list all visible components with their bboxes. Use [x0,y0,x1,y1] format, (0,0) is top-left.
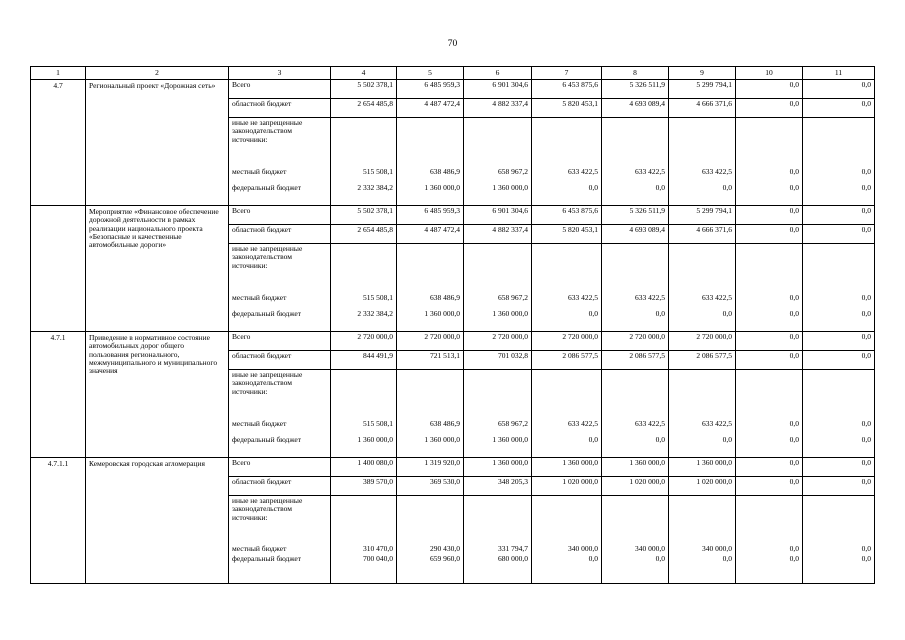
row-label-local: местный бюджет [232,419,287,428]
column-header: 7 [532,67,602,80]
value-cell: 0,0 [736,225,803,244]
column-header: 2 [86,67,229,80]
value-cell: 6 901 304,6 [464,80,532,99]
value-local: 633 422,5 [635,419,665,428]
row-label-other-sources: иные не запрещенные законодательством источники: [232,244,303,270]
value-federal: 0,0 [588,309,598,318]
value-federal: 0,0 [789,183,799,192]
row-name: Региональный проект «Дорожная сеть» [86,80,229,206]
value-cell: 1 360 000,0 [464,458,532,477]
row-number [31,206,86,332]
value-cell: 2 720 000,0 [602,332,669,351]
value-cell: 0,0 [803,99,875,118]
value-cell: 2 720 000,0 [331,332,397,351]
value-cell: 2 720 000,0 [464,332,532,351]
value-cell-group [602,244,669,332]
value-local: 633 422,5 [568,419,598,428]
value-local: 515 508,1 [363,419,393,428]
value-federal: 659 960,0 [430,554,460,563]
value-cell: 0,0 [803,351,875,370]
value-cell: 2 720 000,0 [532,332,602,351]
value-local: 310 470,0 [363,544,393,553]
value-cell: 1 360 000,0 [602,458,669,477]
value-cell-group [803,370,875,458]
value-cell: 844 491,9 [331,351,397,370]
value-cell: 0,0 [736,458,803,477]
value-local: 658 967,2 [498,293,528,302]
value-cell-group [669,118,736,206]
row-label-group [229,370,331,458]
value-cell: 4 882 337,4 [464,99,532,118]
value-cell-group [464,244,532,332]
value-cell-group [397,244,464,332]
column-header: 10 [736,67,803,80]
row-label-group [229,244,331,332]
value-cell-group [464,118,532,206]
value-federal: 1 360 000,0 [492,309,528,318]
value-cell: 4 882 337,4 [464,225,532,244]
value-cell-group [532,118,602,206]
value-federal: 0,0 [861,554,871,563]
value-cell: 369 530,0 [397,477,464,496]
value-federal: 0,0 [588,183,598,192]
value-cell-group [669,370,736,458]
value-federal: 680 000,0 [498,554,528,563]
value-cell: 4 666 371,6 [669,225,736,244]
row-name: Приведение в нормативное состояние автомобильных дорог общего пользования регионального, межмуниципального и муниципального значения [86,332,229,458]
value-cell: 6 901 304,6 [464,206,532,225]
row-label-local: местный бюджет [232,293,287,302]
row-label-regional: областной бюджет [229,477,331,496]
value-local: 638 486,9 [430,419,460,428]
value-cell-group [532,370,602,458]
value-cell: 4 693 089,4 [602,99,669,118]
value-federal: 1 360 000,0 [492,183,528,192]
value-federal: 0,0 [722,183,732,192]
column-header: 8 [602,67,669,80]
row-label-local: местный бюджет [232,544,287,553]
row-label-federal: федеральный бюджет [232,309,302,318]
value-cell: 5 299 794,1 [669,80,736,99]
table-row [31,458,875,477]
value-cell-group [669,496,736,584]
row-label-federal: федеральный бюджет [232,554,302,563]
row-label-local: местный бюджет [232,167,287,176]
row-label-other-sources: иные не запрещенные законодательством источники: [232,118,303,144]
value-cell: 6 485 959,3 [397,80,464,99]
value-federal: 0,0 [588,435,598,444]
value-local: 658 967,2 [498,419,528,428]
value-cell: 0,0 [803,458,875,477]
value-local: 340 000,0 [702,544,732,553]
value-cell: 0,0 [736,477,803,496]
column-header: 1 [31,67,86,80]
value-local: 0,0 [789,419,799,428]
row-number: 4.7 [31,80,86,206]
value-cell: 5 326 511,9 [602,206,669,225]
value-cell-group [602,496,669,584]
value-cell-group [331,370,397,458]
row-number: 4.7.1.1 [31,458,86,584]
value-cell: 4 487 472,4 [397,99,464,118]
value-cell: 5 326 511,9 [602,80,669,99]
value-cell: 2 654 485,8 [331,99,397,118]
row-label-group [229,496,331,584]
value-local: 633 422,5 [568,293,598,302]
value-cell-group [736,496,803,584]
value-federal: 0,0 [588,554,598,563]
value-local: 0,0 [861,544,871,553]
table-row [31,80,875,99]
column-header: 5 [397,67,464,80]
value-local: 633 422,5 [635,167,665,176]
value-cell-group [331,244,397,332]
value-local: 638 486,9 [430,293,460,302]
value-local: 633 422,5 [635,293,665,302]
table-row [31,206,875,225]
row-label-group [229,118,331,206]
value-local: 0,0 [861,167,871,176]
value-local: 515 508,1 [363,167,393,176]
value-cell-group [397,496,464,584]
value-cell-group [331,118,397,206]
value-cell-group [464,370,532,458]
value-cell: 0,0 [736,351,803,370]
value-cell: 4 693 089,4 [602,225,669,244]
value-cell: 0,0 [736,332,803,351]
row-label-total: Всего [229,80,331,99]
row-name: Мероприятие «Финансовое обеспечение дорожной деятельности в рамках реализации национального проекта «Безопасные и качественные автомобильные дороги» [86,206,229,332]
column-header: 6 [464,67,532,80]
row-label-other-sources: иные не запрещенные законодательством источники: [232,370,303,396]
value-cell-group [736,118,803,206]
value-cell: 1 020 000,0 [669,477,736,496]
value-federal: 1 360 000,0 [424,183,460,192]
value-cell: 1 020 000,0 [602,477,669,496]
value-cell: 1 020 000,0 [532,477,602,496]
value-cell: 0,0 [803,477,875,496]
value-cell: 701 032,8 [464,351,532,370]
value-cell: 0,0 [736,206,803,225]
value-cell-group [331,496,397,584]
value-federal: 1 360 000,0 [492,435,528,444]
value-cell-group [532,244,602,332]
value-federal: 0,0 [861,309,871,318]
value-cell-group [803,496,875,584]
value-cell: 1 400 080,0 [331,458,397,477]
value-federal: 0,0 [655,183,665,192]
row-label-federal: федеральный бюджет [232,435,302,444]
value-cell: 0,0 [803,225,875,244]
value-cell: 2 720 000,0 [669,332,736,351]
value-local: 340 000,0 [635,544,665,553]
value-local: 0,0 [789,293,799,302]
value-cell: 5 299 794,1 [669,206,736,225]
row-label-total: Всего [229,458,331,477]
value-cell-group [532,496,602,584]
value-local: 515 508,1 [363,293,393,302]
column-header: 3 [229,67,331,80]
row-label-other-sources: иные не запрещенные законодательством источники: [232,496,303,522]
value-cell-group [602,118,669,206]
value-local: 0,0 [789,167,799,176]
value-federal: 0,0 [655,435,665,444]
value-federal: 1 360 000,0 [357,435,393,444]
column-header: 4 [331,67,397,80]
value-cell: 1 319 920,0 [397,458,464,477]
value-cell: 2 086 577,5 [669,351,736,370]
row-label-total: Всего [229,332,331,351]
value-local: 633 422,5 [702,167,732,176]
value-federal: 2 332 384,2 [357,183,393,192]
budget-table [30,66,875,584]
row-label-total: Всего [229,206,331,225]
value-cell: 2 654 485,8 [331,225,397,244]
value-cell-group [397,370,464,458]
column-header: 9 [669,67,736,80]
value-cell-group [803,118,875,206]
row-name: Кемеровская городская агломерация [86,458,229,584]
value-cell-group [803,244,875,332]
value-cell: 0,0 [803,206,875,225]
value-local: 331 794,7 [498,544,528,553]
value-cell: 1 360 000,0 [532,458,602,477]
value-local: 290 430,0 [430,544,460,553]
value-cell: 6 453 875,6 [532,206,602,225]
value-cell: 721 513,1 [397,351,464,370]
value-cell: 6 485 959,3 [397,206,464,225]
value-cell-group [397,118,464,206]
value-cell: 348 205,3 [464,477,532,496]
value-cell: 0,0 [736,99,803,118]
value-local: 0,0 [861,419,871,428]
row-number: 4.7.1 [31,332,86,458]
value-federal: 0,0 [655,309,665,318]
value-cell-group [736,370,803,458]
value-cell: 5 502 378,1 [331,80,397,99]
table-row [31,332,875,351]
value-cell: 2 086 577,5 [532,351,602,370]
value-cell: 4 666 371,6 [669,99,736,118]
value-cell-group [464,496,532,584]
value-cell: 389 570,0 [331,477,397,496]
value-federal: 700 040,0 [363,554,393,563]
value-federal: 0,0 [722,309,732,318]
value-federal: 0,0 [655,554,665,563]
value-cell: 1 360 000,0 [669,458,736,477]
value-federal: 1 360 000,0 [424,435,460,444]
value-cell: 4 487 472,4 [397,225,464,244]
value-local: 633 422,5 [568,167,598,176]
value-local: 0,0 [789,544,799,553]
value-cell-group [669,244,736,332]
value-federal: 0,0 [722,435,732,444]
row-label-regional: областной бюджет [229,225,331,244]
row-label-regional: областной бюджет [229,99,331,118]
value-cell: 0,0 [803,80,875,99]
value-cell: 5 820 453,1 [532,225,602,244]
value-federal: 0,0 [789,554,799,563]
value-federal: 2 332 384,2 [357,309,393,318]
value-local: 638 486,9 [430,167,460,176]
page-number: 70 [447,39,458,49]
value-local: 633 422,5 [702,419,732,428]
value-federal: 0,0 [861,435,871,444]
value-cell: 2 086 577,5 [602,351,669,370]
value-federal: 1 360 000,0 [424,309,460,318]
column-number-row [31,67,875,80]
value-federal: 0,0 [861,183,871,192]
value-local: 633 422,5 [702,293,732,302]
value-federal: 0,0 [789,309,799,318]
value-cell-group [736,244,803,332]
value-federal: 0,0 [789,435,799,444]
value-cell: 5 502 378,1 [331,206,397,225]
value-local: 658 967,2 [498,167,528,176]
value-cell: 6 453 875,6 [532,80,602,99]
value-cell: 2 720 000,0 [397,332,464,351]
value-cell: 0,0 [803,332,875,351]
value-local: 340 000,0 [568,544,598,553]
value-local: 0,0 [861,293,871,302]
value-cell: 0,0 [736,80,803,99]
value-cell: 5 820 453,1 [532,99,602,118]
value-cell-group [602,370,669,458]
row-label-regional: областной бюджет [229,351,331,370]
row-label-federal: федеральный бюджет [232,183,302,192]
value-federal: 0,0 [722,554,732,563]
column-header: 11 [803,67,875,80]
